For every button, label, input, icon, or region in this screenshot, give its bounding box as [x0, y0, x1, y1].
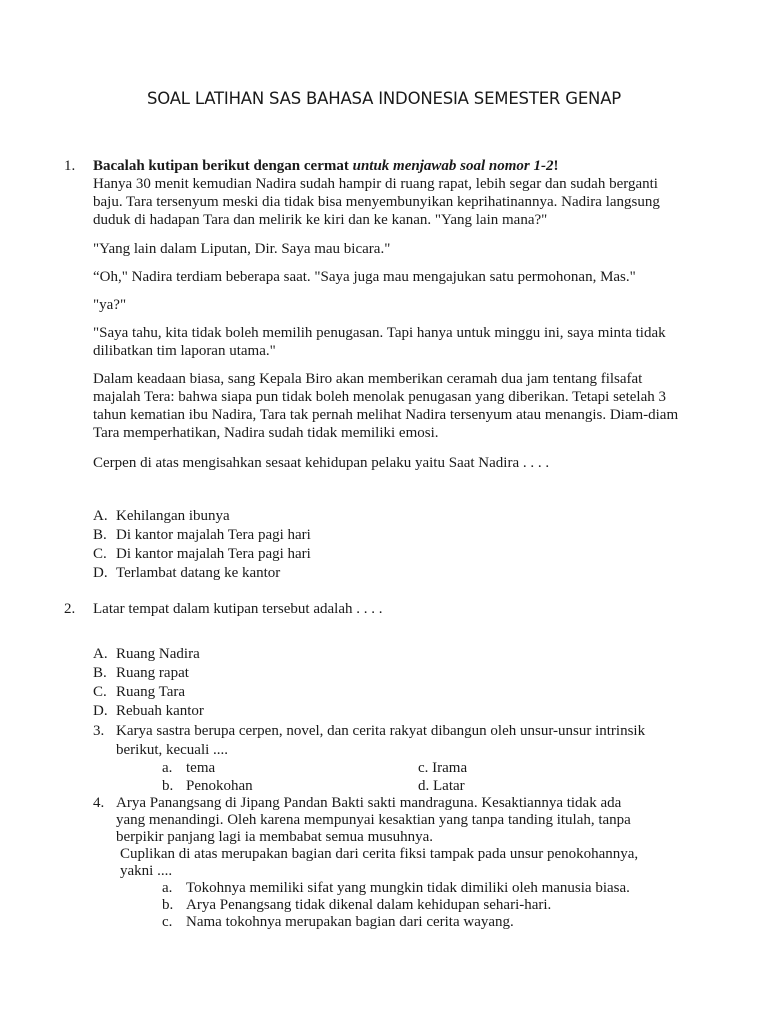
instruction-italic: untuk menjawab soal nomor 1-2 [352, 158, 554, 174]
option-a-letter: a. [162, 760, 173, 776]
passage-paragraph-4: "ya?" [93, 297, 127, 313]
instruction-bold: Bacalah kutipan berikut dengan cermat [93, 158, 353, 174]
question-number: 2. [64, 601, 76, 617]
option-a[interactable]: Tokohnya memiliki sifat yang mungkin tidak dimiliki oleh manusia biasa. [186, 880, 630, 896]
question-3-prompt-line-2: berikut, kecuali .... [116, 742, 229, 758]
option-a-letter: a. [162, 880, 173, 896]
question-4-prompt-line-1: Cuplikan di atas merupakan bagian dari cerita fiksi tampak pada unsur penokohannya, [120, 846, 639, 862]
option-d[interactable]: D. Terlambat datang ke kantor [93, 565, 281, 581]
passage-paragraph-2: "Yang lain dalam Liputan, Dir. Saya mau bicara." [93, 241, 391, 257]
question-2-options [93, 645, 204, 721]
question-3-prompt-line-1: Karya sastra berupa cerpen, novel, dan cerita rakyat dibangun oleh unsur-unsur intrinsik [116, 723, 646, 739]
question-1-instruction [93, 157, 677, 175]
question-4-prompt-line-2: yakni .... [120, 863, 173, 879]
passage-paragraph-1: Hanya 30 menit kemudian Nadira sudah hampir di ruang rapat, lebih segar dan sudah berganti baju. Tara tersenyum meski dia tidak bisa menyembunyikan keprihatinannya. Nadira langsung duduk di hadapan Tara dan melirik ke kiri dan ke kanan. "Yang lain mana?" [93, 176, 660, 228]
passage-paragraph-5: "Saya tahu, kita tidak boleh memilih penugasan. Tapi hanya untuk minggu ini, saya minta tidak dilibatkan tim laporan utama." [93, 325, 666, 359]
passage-paragraph-6: Dalam keadaan biasa, sang Kepala Biro akan memberikan ceramah dua jam tentang filsafat majalah Tera: bahwa siapa pun tidak boleh menolak penugasan yang diberikan. Tetapi setelah 3 tahun kematian ibu Nadira, Tara tak pernah melihat Nadira tersenyum atau menangis. Diam-diam Tara memperhatikan, Nadira sudah tidak memiliki emosi. [93, 371, 679, 441]
option-b[interactable]: Penokohan [186, 778, 253, 794]
option-b-letter: b. [162, 897, 174, 913]
option-b-letter: b. [162, 778, 174, 794]
question-number: 4. [93, 795, 105, 811]
question-1-prompt: Cerpen di atas mengisahkan sesaat kehidupan pelaku yaitu Saat Nadira . . . . [93, 455, 550, 471]
option-c[interactable]: Nama tokohnya merupakan bagian dari cerita wayang. [186, 914, 514, 930]
question-4-passage-line-1: Arya Panangsang di Jipang Pandan Bakti sakti mandraguna. Kesaktiannya tidak ada [116, 795, 622, 811]
question-4-passage-line-3: berpikir panjang lagi ia membabat semua musuhnya. [116, 829, 433, 845]
option-a[interactable]: A. Kehilangan ibunya [93, 508, 230, 524]
question-1-body [93, 157, 677, 229]
question-2-prompt: Latar tempat dalam kutipan tersebut adalah . . . . [93, 601, 383, 617]
option-b[interactable]: B. Di kantor majalah Tera pagi hari [93, 527, 311, 543]
option-a[interactable]: tema [186, 760, 216, 776]
option-c[interactable]: C. Ruang Tara [93, 684, 186, 700]
option-b[interactable]: Arya Penangsang tidak dikenal dalam kehidupan sehari-hari. [186, 897, 552, 913]
option-d[interactable]: d. Latar [418, 778, 465, 794]
question-number: 3. [93, 723, 105, 739]
option-c-letter: c. [162, 914, 173, 930]
question-4-passage-line-2: yang menandingi. Oleh karena mempunyai kesaktian yang tanpa tanding itulah, tanpa [116, 812, 631, 828]
passage-paragraph-3: “Oh," Nadira terdiam beberapa saat. "Saya juga mau mengajukan satu permohonan, Mas." [93, 269, 636, 285]
question-1-options [93, 507, 311, 583]
instruction-end: ! [553, 158, 559, 174]
question-number: 1. [64, 158, 76, 174]
option-d[interactable]: D. Rebuah kantor [93, 703, 204, 719]
option-a[interactable]: A. Ruang Nadira [93, 646, 200, 662]
page-title: SOAL LATIHAN SAS BAHASA INDONESIA SEMESTER GENAP [146, 89, 622, 108]
option-c[interactable]: c. Irama [418, 760, 468, 776]
option-b[interactable]: B. Ruang rapat [93, 665, 189, 681]
option-c[interactable]: C. Di kantor majalah Tera pagi hari [93, 546, 311, 562]
